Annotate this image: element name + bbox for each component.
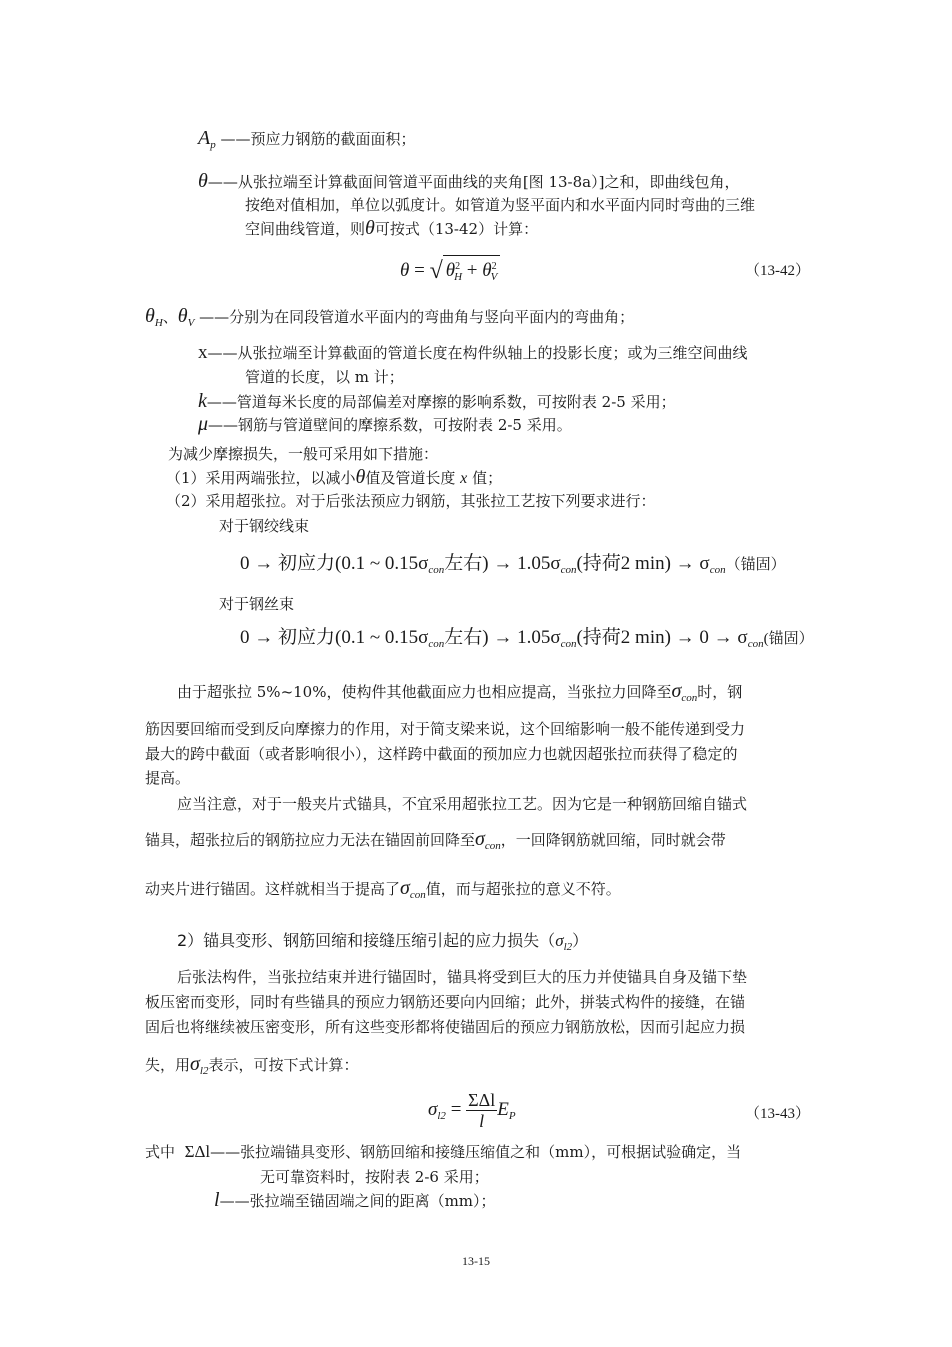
measure-1: （1）采用两端张拉，以减小θ值及管道长度 x 值； xyxy=(166,466,503,488)
k-definition xyxy=(198,391,676,412)
wire-label: 对于钢丝束 xyxy=(219,595,295,613)
symbol-mu: μ xyxy=(198,413,209,435)
symbol-l: l xyxy=(214,1189,220,1211)
x-definition-line2: 管道的长度，以 m 计； xyxy=(245,368,404,386)
theta-description-1: ——从张拉端至计算截面间管道平面曲线的夹角[图 13-8a）]之和，即曲线包角， xyxy=(207,173,740,191)
symbol-a: A xyxy=(198,127,211,149)
where-label: 式中 xyxy=(145,1143,176,1161)
sqrt-expression: √ $\theta^2_H + \theta^2_V$ xyxy=(430,255,501,288)
section-heading-2: 2）锚具变形、钢筋回缩和接缝压缩引起的应力损失$(\sigma_{l2})$ xyxy=(177,931,589,953)
page-number: 13-15 xyxy=(462,1254,490,1268)
symbol-k: k xyxy=(198,390,207,412)
x-definition-line1 xyxy=(198,343,748,363)
ap-definition xyxy=(198,128,416,155)
equation-number-13-42: （13-42） xyxy=(745,263,810,279)
thetahv-description: ——分别为在同段管道水平面内的弯曲角与竖向平面内的弯曲角； xyxy=(199,308,635,326)
theta-description-3b: 可按式（13-42）计算： xyxy=(374,220,539,238)
symbol-theta-h: θ xyxy=(145,305,155,327)
strand-tension-sequence: 0 → 初应力(0.1 ~ $0.15\sigma_{con}$左右) → $1.05\sigma_{con}$(持荷2 $\min) \to \sigma_{con}$（锚固） xyxy=(240,553,786,576)
paragraph-1-line2: 筋因要回缩而受到反向摩擦力的作用，对于简支梁来说，这个回缩影响一般不能传递到受力 xyxy=(145,720,746,738)
symbol-theta-measure: θ xyxy=(355,466,366,488)
dl-definition-line2: 无可靠资料时，按附表 2-6 采用； xyxy=(260,1168,489,1186)
paragraph-1-line3: 最大的跨中截面（或者影响很小），这样跨中截面的预加应力也就因超张拉而获得了稳定的 xyxy=(145,745,738,763)
paragraph-3-line4: 失，用$\sigma_{l2}$表示，可按下式计算： xyxy=(145,1053,359,1077)
measure-2: （2）采用超张拉。对于后张法预应力钢筋，其张拉工艺按下列要求进行： xyxy=(166,492,656,510)
measures-intro: 为减少摩擦损失，一般可采用如下措施： xyxy=(168,445,439,463)
equation-13-43: $\sigma_{l2}$ = $\frac{\text{ΣΔl}}{l}$ $E_P$ xyxy=(428,1090,516,1132)
symbol-theta: θ xyxy=(198,170,208,192)
paragraph-1-line1: 由于超张拉 5%~10%，使构件其他截面应力也相应提高，当张拉力回降至$\sigma_{con}$时，钢 xyxy=(177,680,743,704)
l-definition: l——张拉端至锚固端之间的距离（mm）； xyxy=(214,1189,496,1211)
paragraph-2-line1: 应当注意，对于一般夹片式锚具，不宜采用超张拉工艺。因为它是一种钢筋回缩自锚式 xyxy=(177,795,748,813)
strand-label: 对于钢绞线束 xyxy=(219,517,310,535)
theta-definition-line2: 按绝对值相加，单位以弧度计。如管道为竖平面内和水平面内同时弯曲的三维 xyxy=(245,196,756,214)
symbol-x-measure: x xyxy=(460,470,468,487)
theta-definition-line3 xyxy=(245,218,538,239)
fraction: $\frac{\text{ΣΔl}}{l}$ xyxy=(468,1090,496,1132)
symbol-sum-delta-l: ΣΔl xyxy=(184,1142,211,1161)
symbol-theta-inline: θ xyxy=(365,217,375,239)
equation-13-42: θ = √ $\theta^2_H + \theta^2_V$ xyxy=(400,255,500,288)
theta-definition-line1 xyxy=(198,171,739,192)
symbol-theta-v: θ xyxy=(177,305,188,327)
mu-description: ——钢筋与管道壁间的摩擦系数，可按附表 2-5 采用。 xyxy=(208,416,572,434)
mu-definition xyxy=(198,414,572,435)
paragraph-2-line3: 动夹片进行锚固。这样就相当于提高了$\sigma_{con}$值，而与超张拉的意义不符。 xyxy=(145,877,621,901)
paragraph-3-line1: 后张法构件，当张拉结束并进行锚固时，锚具将受到巨大的压力并使锚具自身及锚下垫 xyxy=(177,968,748,986)
symbol-x: x xyxy=(198,342,208,363)
theta-description-3a: 空间曲线管道，则 xyxy=(245,220,366,238)
dl-definition-line1: 式中 ΣΔl——张拉端锚具变形、钢筋回缩和接缝压缩值之和（mm），可根据试验确定，当 xyxy=(145,1142,742,1161)
equation-number-13-43: （13-43） xyxy=(745,1106,810,1122)
paragraph-2-line2: 锚具，超张拉后的钢筋拉应力无法在锚固前回降至$\sigma_{con}$，一回降钢筋就回缩，同时就会带 xyxy=(145,828,726,852)
wire-tension-sequence: 0 → 初应力(0.1 ~ $0.15\sigma_{con}$左右) → $1.05\sigma_{con}$(持荷2 $\min) \to 0 \to \sigma_{con}$(锚固） xyxy=(240,627,814,650)
paragraph-1-line4: 提高。 xyxy=(145,769,191,787)
k-description: ——管道每米长度的局部偏差对摩擦的影响系数，可按附表 2-5 采用； xyxy=(206,393,676,411)
thetahv-definition: $\theta_H$、$\theta_V$ ——分别为在同段管道水平面内的弯曲角与竖向平面内的弯曲角； xyxy=(145,305,635,329)
x-description-1: ——从张拉端至计算截面的管道长度在构件纵轴上的投影长度；或为三维空间曲线 xyxy=(207,344,748,362)
ap-description: ——预应力钢筋的截面面积； xyxy=(220,130,416,148)
symbol-sub-p: p xyxy=(210,139,216,151)
paragraph-3-line2: 板压密而变形，同时有些锚具的预应力钢筋还要向内回缩；此外，拼装式构件的接缝，在锚 xyxy=(145,993,746,1011)
paragraph-3-line3: 固后也将继续被压密变形，所有这些变形都将使锚固后的预应力钢筋放松，因而引起应力损 xyxy=(145,1018,746,1036)
